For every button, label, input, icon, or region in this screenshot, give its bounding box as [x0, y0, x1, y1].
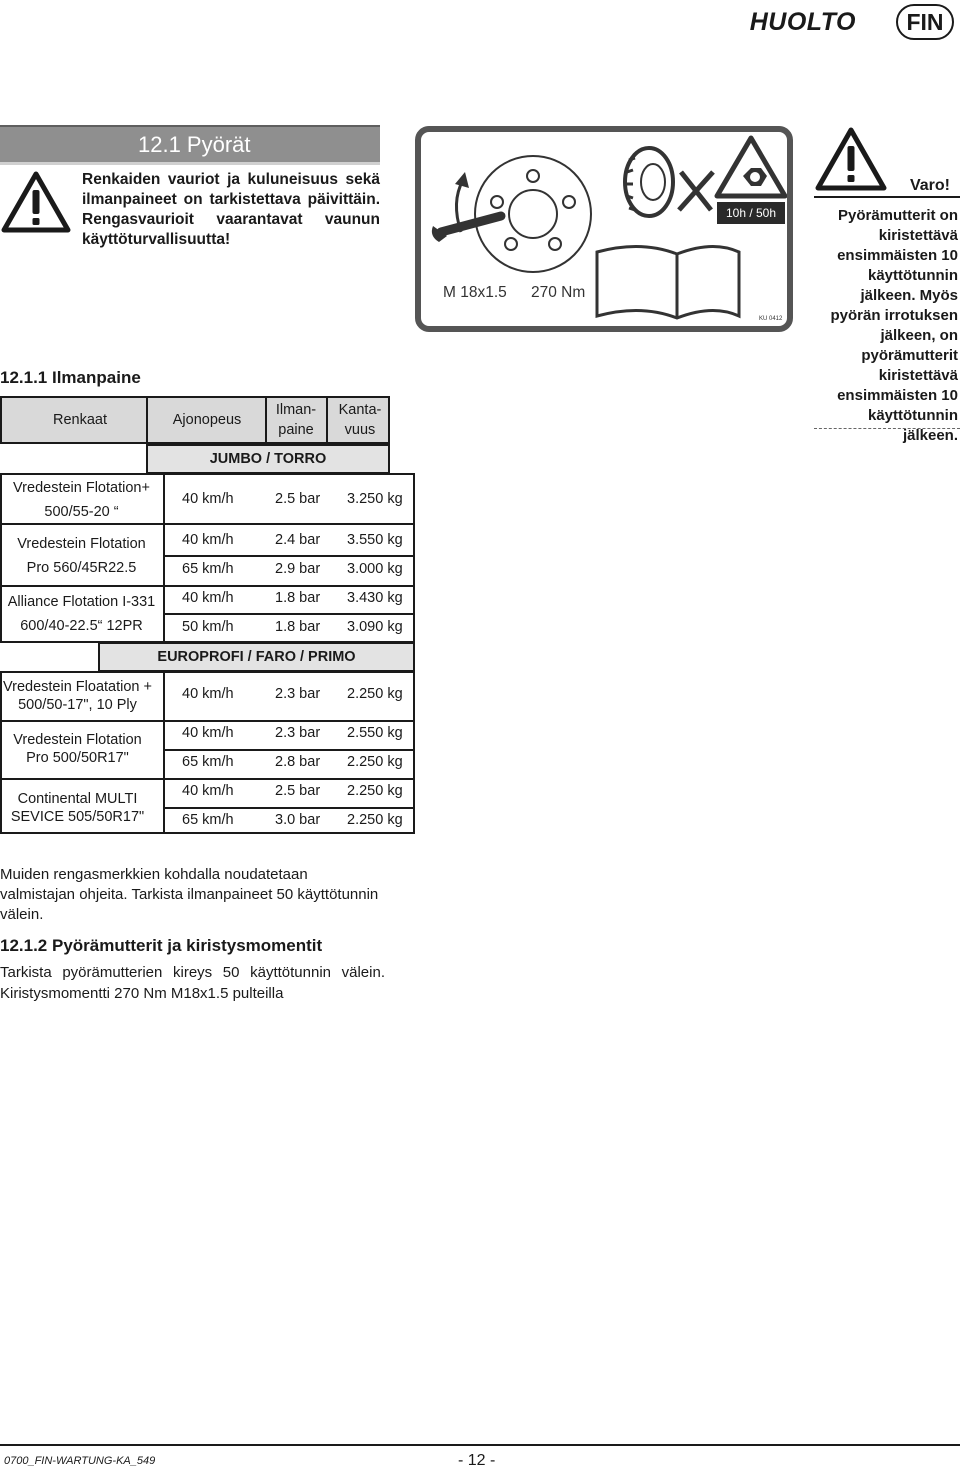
speed-value: 40 km/h [182, 590, 234, 606]
speed-value: 40 km/h [182, 491, 234, 507]
speed-value: 40 km/h [182, 532, 234, 548]
group-header-jumbo-torro: JUMBO / TORRO [146, 444, 390, 474]
speed-value: 65 km/h [182, 561, 234, 577]
col-speed: Ajonopeus [172, 412, 242, 428]
col-load-line1: Kanta- [338, 402, 382, 418]
interval-label: 10h / 50h [717, 202, 785, 224]
caution-text: Pyörämutterit on kiristettävä ensimmäisten 10 käyttötunnin jälkeen. Myös pyörän irrotuksen jälkeen, on pyörämutterit kiristettävä ensimmäisten 10 käyttötunnin jälkeen. [830, 207, 958, 444]
tire-size: SEVICE 505/50R17" [10, 809, 145, 825]
section-title: 12.1 Pyörät [138, 132, 251, 157]
caution-label: Varo! [909, 177, 950, 194]
speed-value: 40 km/h [182, 783, 234, 799]
warning-triangle-icon [0, 170, 72, 234]
caution-bottom-border [814, 428, 960, 429]
speed-value: 40 km/h [182, 686, 234, 702]
pressure-value: 1.8 bar [275, 590, 321, 606]
tire-size: 500/55-20 “ [44, 504, 119, 520]
tire-pressure-note: Muiden rengasmerkkien kohdalla noudatetaan valmistajan ohjeita. Tarkista ilmanpaineet 50 käyttötunnin välein. [0, 866, 379, 923]
section-divider [0, 162, 380, 165]
tire-name: Vredestein Flotation [17, 536, 146, 552]
row-divider [163, 807, 415, 809]
header-divider [326, 396, 328, 444]
tire-pressure-heading: 12.1.1 Ilmanpaine [0, 368, 141, 387]
load-value: 2.250 kg [347, 754, 403, 770]
document-code: 0700_FIN-WARTUNG-KA_549 [4, 1455, 156, 1467]
col-pressure-line2: paine [278, 422, 314, 438]
page-number: - 12 - [458, 1452, 496, 1469]
tire-size: Pro 560/45R22.5 [26, 560, 137, 576]
load-value: 2.250 kg [347, 686, 403, 702]
group-header-europrofi-faro-primo: EUROPROFI / FARO / PRIMO [98, 642, 415, 672]
pressure-value: 2.8 bar [275, 754, 321, 770]
tire-name: Alliance Flotation I-331 [7, 594, 156, 610]
tire-name: Vredestein Flotation [13, 732, 142, 748]
section-heading-bar [0, 125, 380, 162]
caution-divider [814, 196, 960, 198]
col-tires: Renkaat [52, 412, 107, 428]
speed-value: 65 km/h [182, 812, 234, 828]
sticker-code: KU 0412 [759, 316, 783, 322]
tire-name: Vredestein Flotation+ [13, 480, 150, 496]
load-value: 3.550 kg [347, 532, 403, 548]
page-header-title: HUOLTO [749, 8, 856, 36]
pressure-value: 2.5 bar [275, 491, 321, 507]
pressure-value: 3.0 bar [275, 812, 321, 828]
pressure-value: 2.4 bar [275, 532, 321, 548]
pressure-value: 1.8 bar [275, 619, 321, 635]
wheel-nuts-heading: 12.1.2 Pyörämutterit ja kiristysmomentit [0, 936, 323, 955]
thread-label: M 18x1.5 [443, 284, 507, 301]
pressure-value: 2.3 bar [275, 686, 321, 702]
speed-value: 65 km/h [182, 754, 234, 770]
footer-rule [0, 1444, 960, 1446]
language-badge: FIN [896, 4, 954, 40]
pressure-value: 2.5 bar [275, 783, 321, 799]
speed-value: 40 km/h [182, 725, 234, 741]
row-divider [0, 720, 415, 722]
torque-label: 270 Nm [531, 284, 586, 301]
pressure-value: 2.9 bar [275, 561, 321, 577]
col-pressure-line1: Ilman- [275, 402, 317, 418]
load-value: 2.250 kg [347, 783, 403, 799]
pressure-value: 2.3 bar [275, 725, 321, 741]
daily-check-warning: Renkaiden vauriot ja kuluneisuus sekä ilmanpaineet on tarkistettava päivittäin. Rengasvaurioit vaarantavat vaunun käyttöturvallisuutta! [82, 171, 380, 248]
row-divider [0, 778, 415, 780]
tire-size: 500/50-17", 10 Ply [18, 697, 137, 713]
tire-table-header [0, 396, 390, 444]
load-value: 3.000 kg [347, 561, 403, 577]
load-value: 2.550 kg [347, 725, 403, 741]
tire-size: 600/40-22.5“ 12PR [20, 618, 143, 634]
col-load-line2: vuus [344, 422, 376, 438]
row-divider [163, 613, 415, 615]
load-value: 3.250 kg [347, 491, 403, 507]
header-divider [146, 396, 148, 444]
row-divider [163, 749, 415, 751]
wheel-nuts-text: Tarkista pyörämutterien kireys 50 käyttötunnin välein. Kiristysmomentti 270 Nm M18x1.5 pulteilla [0, 964, 385, 1002]
speed-value: 50 km/h [182, 619, 234, 635]
header-divider [265, 396, 267, 444]
row-divider [0, 585, 415, 587]
tire-size: Pro 500/50R17" [26, 750, 129, 766]
tire-name: Continental MULTI [17, 791, 138, 807]
caution-triangle-icon [814, 126, 888, 192]
tire-name: Vredestein Floatation + [3, 679, 152, 695]
row-divider [163, 555, 415, 557]
load-value: 2.250 kg [347, 812, 403, 828]
torque-sticker-diagram [415, 126, 793, 332]
table-divider [163, 473, 165, 643]
load-value: 3.430 kg [347, 590, 403, 606]
load-value: 3.090 kg [347, 619, 403, 635]
row-divider [0, 523, 415, 525]
table-divider [163, 671, 165, 834]
